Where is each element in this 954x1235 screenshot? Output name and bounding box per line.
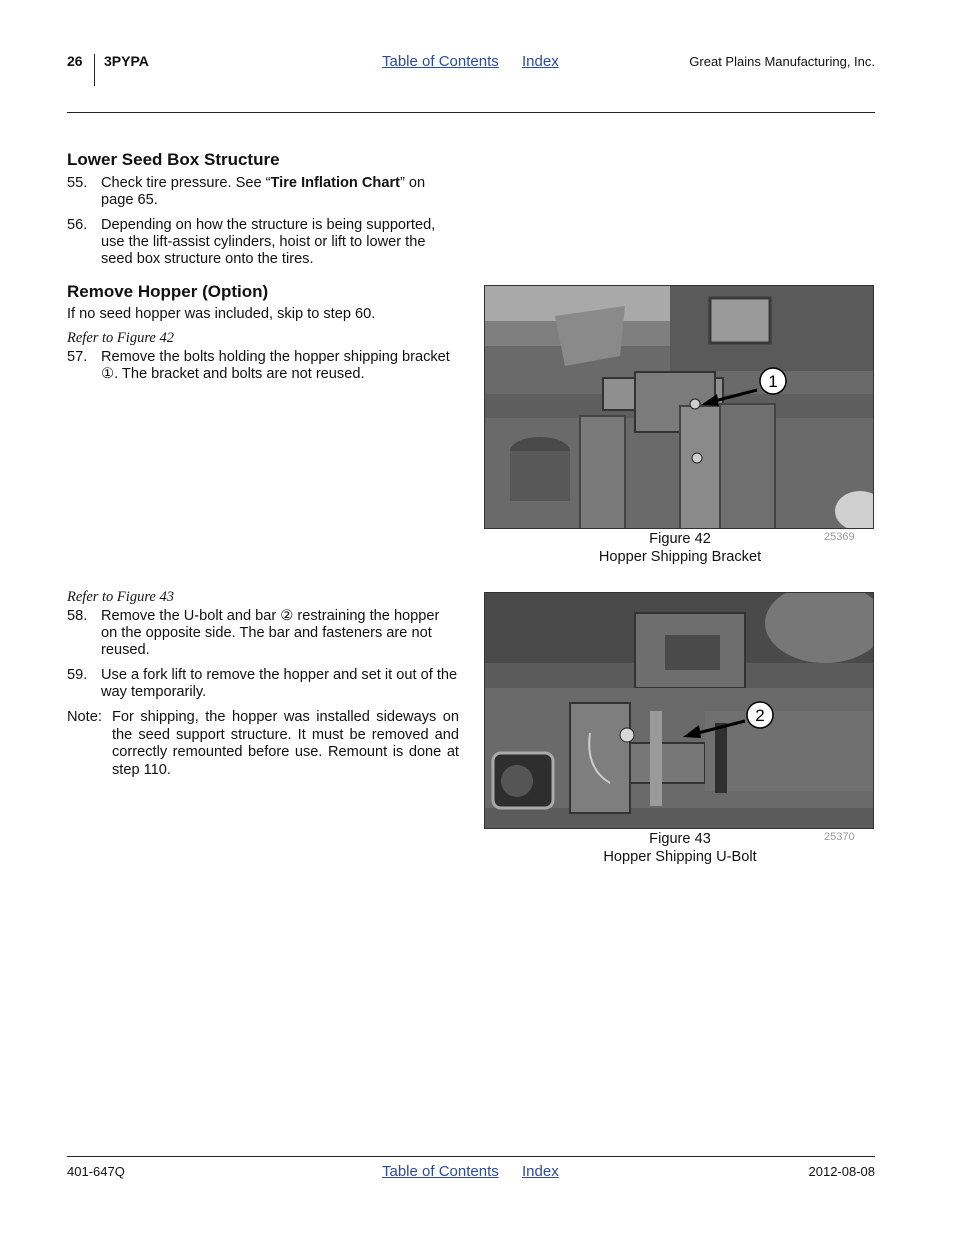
step-number: 58.: [67, 608, 88, 624]
figure-42-label: Figure 42: [649, 531, 711, 547]
step-56: [67, 217, 459, 268]
note-text: For shipping, the hopper was installed sideways on the seed support structure. It must be removed and correctly remounted before use. Remount is done at step 110.: [112, 709, 459, 778]
figure-43-title: Hopper Shipping U-Bolt: [603, 849, 757, 865]
model-name: 3PYPA: [104, 53, 149, 69]
figure-42-callout: 1: [768, 372, 778, 391]
note-label: Note:: [67, 709, 102, 725]
step-text: Check tire pressure. See “Tire Inflation Chart” on page 65.: [101, 175, 426, 208]
step-text: Remove the U-bolt and bar ② restraining the hopper on the opposite side. The bar and fasteners are not reused.: [101, 608, 440, 658]
figure-42-caption: [484, 530, 876, 566]
header-rule: [67, 112, 875, 113]
section-title-lower-seed-box: Lower Seed Box Structure: [67, 150, 280, 169]
step-text: Remove the bolts holding the hopper shipping bracket ①. The bracket and bolts are not reused.: [101, 349, 450, 382]
figure-43-image: [484, 592, 874, 829]
header-index-link[interactable]: Index: [522, 53, 559, 70]
intro-text: If no seed hopper was included, skip to step 60.: [67, 306, 376, 322]
note: [67, 709, 459, 779]
page-number: 26: [67, 53, 83, 69]
header-divider: [94, 54, 95, 86]
figure-43-number: 25370: [824, 831, 855, 843]
step-number: 59.: [67, 667, 88, 683]
figure-42-number: 25369: [824, 531, 855, 543]
footer-rule: [67, 1156, 875, 1157]
refer-figure-42: Refer to Figure 42: [67, 330, 174, 346]
chart-reference: Tire Inflation Chart: [270, 175, 400, 191]
doc-date: 2012-08-08: [808, 1164, 875, 1179]
header-toc-link[interactable]: Table of Contents: [382, 53, 499, 70]
step-57: [67, 349, 459, 383]
section-title-remove-hopper: Remove Hopper (Option): [67, 282, 269, 301]
figure-42-image: [484, 285, 874, 529]
footer-toc-link[interactable]: Table of Contents: [382, 1163, 499, 1180]
doc-number: 401-647Q: [67, 1164, 125, 1179]
figure-43-label: Figure 43: [649, 831, 711, 847]
step-number: 57.: [67, 349, 88, 365]
step-55: [67, 175, 459, 209]
step-number: 56.: [67, 217, 88, 233]
refer-figure-43: Refer to Figure 43: [67, 589, 174, 605]
step-59: [67, 667, 459, 701]
figure-43-caption: [484, 830, 876, 866]
footer-index-link[interactable]: Index: [522, 1163, 559, 1180]
step-text: Use a fork lift to remove the hopper and set it out of the way temporarily.: [101, 667, 458, 700]
step-number: 55.: [67, 175, 88, 191]
figure-43-callout: 2: [755, 706, 765, 725]
company-name: Great Plains Manufacturing, Inc.: [689, 54, 875, 69]
figure-42-title: Hopper Shipping Bracket: [598, 549, 762, 565]
step-text: Depending on how the structure is being supported, use the lift-assist cylinders, hoist or lift to lower the seed box structure onto the tires.: [101, 217, 436, 267]
step-58: [67, 608, 459, 659]
